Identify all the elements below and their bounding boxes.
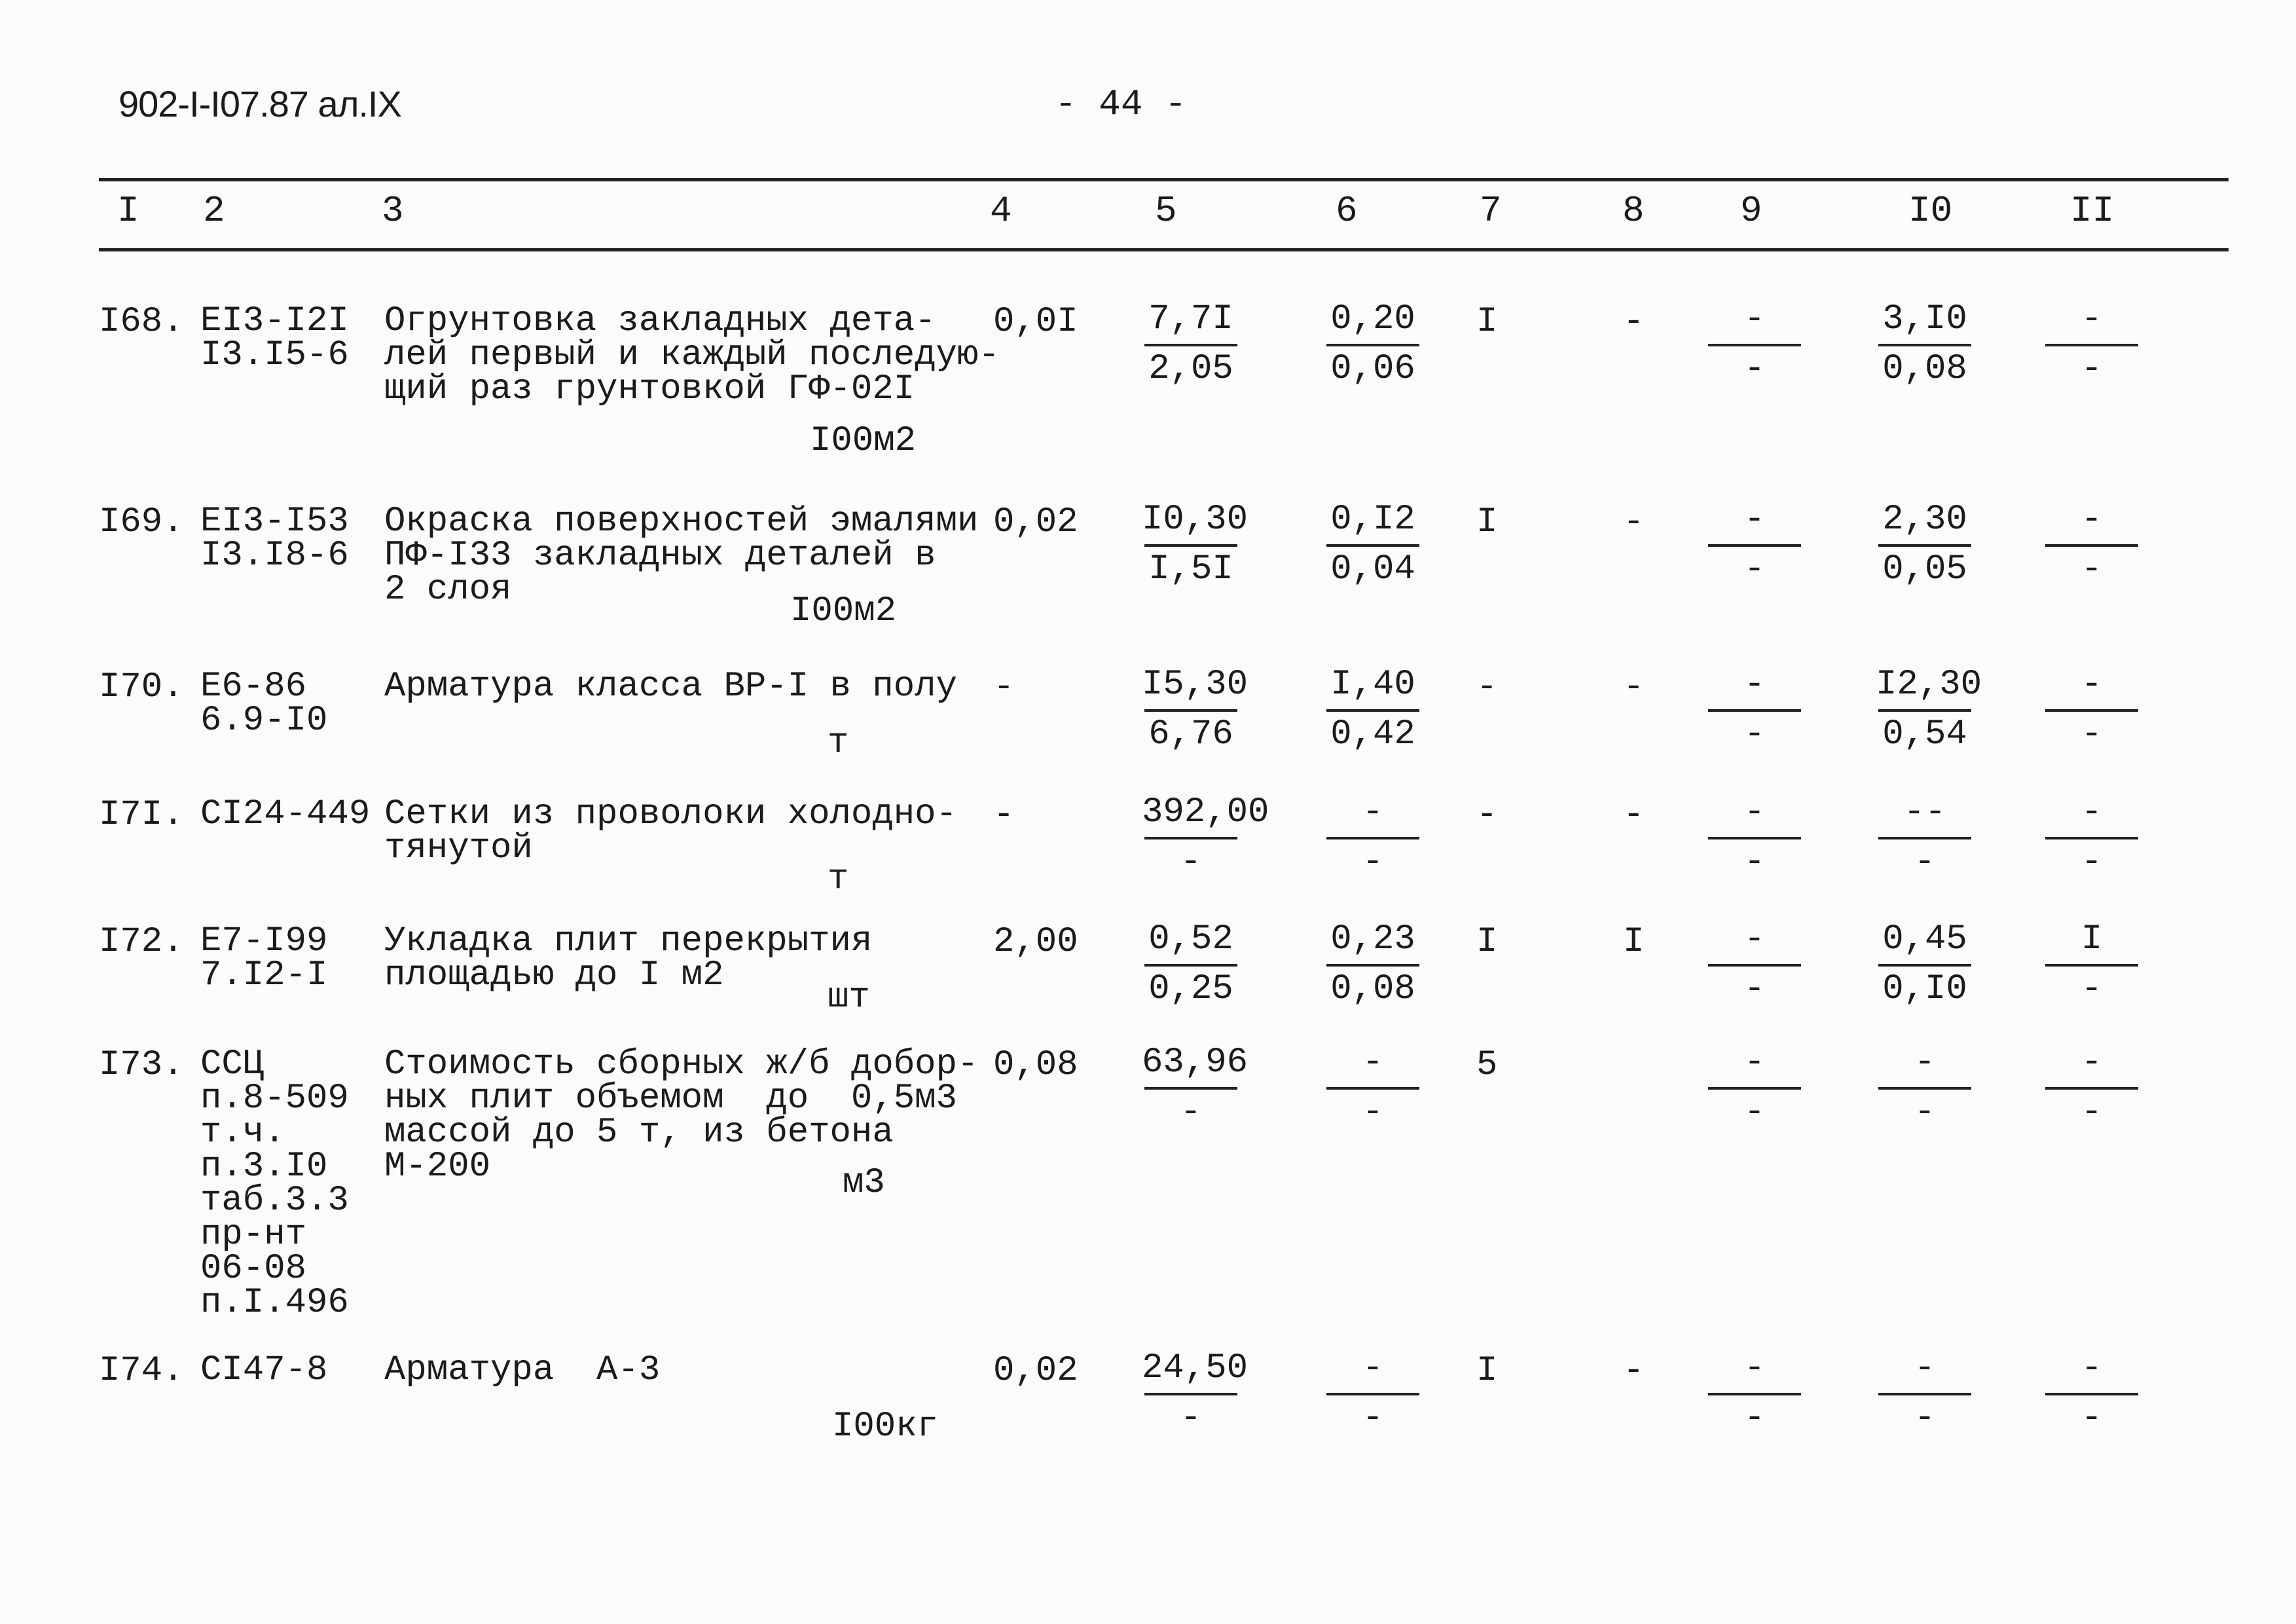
row-description-line: Огрунтовка закладных дета- [384,301,936,341]
col11-value-top: - [2081,299,2103,339]
col9-value [1705,665,1804,769]
col7-value: I [1476,502,1498,542]
cost-col5-rule [1144,1087,1237,1090]
cost-col5-top: I0,30 [1142,500,1248,540]
col10-value-top: - [1914,1043,1936,1082]
cost-col5-top: 392,00 [1142,792,1269,832]
row-description [384,1350,661,1390]
col9-value [1705,792,1804,897]
col7-value: - [1476,795,1498,835]
col11-value-rule [2045,709,2138,712]
cost-col5-rule [1144,344,1237,346]
col11-value [2043,1043,2141,1147]
col9-value-bottom: - [1743,549,1766,589]
col10-value [1876,1348,1974,1453]
column-header-8: 8 [1622,190,1645,232]
col8-value: - [1623,502,1645,542]
cost-col6-bottom: 0,42 [1330,714,1415,754]
row-description [384,794,957,868]
cost-col5-bottom: 6,76 [1148,714,1233,754]
column-header-7: 7 [1480,190,1502,232]
cost-col6-bottom: 0,06 [1330,349,1415,389]
col9-value-rule [1708,544,1801,547]
col11-value-top: - [2081,1043,2103,1082]
col11-value-rule [2045,344,2138,346]
col9-value-top: - [1743,1043,1766,1082]
col9-value [1705,919,1804,1024]
cost-col5-rule [1144,964,1237,967]
col9-value [1705,299,1804,404]
col11-value-bottom: - [2081,1092,2103,1132]
col9-value-top: - [1743,665,1766,705]
col11-value-bottom: - [2081,842,2103,882]
cost-col5-rule [1144,544,1237,547]
row-description-line: Стоимость сборных ж/б добор- [384,1044,979,1084]
col9-value-top: - [1743,1348,1766,1388]
column-header-6: 6 [1336,190,1358,232]
col10-value-rule [1878,964,1971,967]
col11-value [2043,919,2141,1024]
row-description-line: Окраска поверхностей эмалями [384,502,979,542]
cost-col6-bottom: 0,04 [1330,549,1415,589]
col11-value-rule [2045,837,2138,840]
page-number: - 44 - [1055,83,1187,125]
col11-value-bottom: - [2081,549,2103,589]
row-code-line: пр-нт [200,1215,307,1255]
cost-col6-top: 0,20 [1330,299,1415,339]
col10-value-bottom: 0,05 [1882,549,1967,589]
col9-value-rule [1708,837,1801,840]
col11-value-bottom: - [2081,969,2103,1009]
col9-value-rule [1708,1087,1801,1090]
row-code-line: E7-I99 [200,921,328,961]
col7-value: I [1476,302,1498,342]
cost-col5-top: 24,50 [1142,1348,1248,1388]
row-unit: I00м2 [810,421,917,461]
row-description-line: массой до 5 т, из бетона [384,1113,894,1153]
cost-col6-bottom: 0,08 [1330,969,1415,1009]
col9-value [1705,1043,1804,1147]
cost-col5-bottom: - [1180,1092,1202,1132]
row-code-line: EI3-I53 [200,502,349,542]
row-code [200,1350,328,1390]
row-description-line: щий раз грунтовкой ГФ-02I [384,369,915,409]
col11-value-rule [2045,1393,2138,1395]
row-code-line: EI3-I2I [200,301,349,341]
cost-col6-top: - [1362,1043,1384,1082]
column-header-1: I [117,190,139,232]
col10-value [1876,1043,1974,1147]
row-number: I69. [99,502,184,542]
row-number: I7I. [99,795,184,835]
col7-value: I [1476,1351,1498,1391]
col10-value-rule [1878,1393,1971,1395]
col10-value-rule [1878,344,1971,346]
cost-col6 [1324,919,1422,1024]
column-header-9: 9 [1740,190,1762,232]
row-number: I74. [99,1351,184,1391]
col9-value-top: - [1743,500,1766,540]
row-code-line: E6-86 [200,667,307,707]
cost-col6-rule [1326,709,1419,712]
col8-value: - [1623,302,1645,342]
col11-value-bottom: - [2081,349,2103,389]
col10-value-rule [1878,837,1971,840]
col11-value [2043,500,2141,604]
row-description [384,921,873,995]
col11-value-top: - [2081,665,2103,705]
row-unit: I00м2 [790,591,897,631]
col8-value: - [1623,667,1645,707]
cost-col5-bottom: 2,05 [1148,349,1233,389]
cost-col6-top: - [1362,792,1384,832]
col11-value-bottom: - [2081,714,2103,754]
row-code-line: таб.3.3 [200,1181,349,1221]
cost-col5-bottom: I,5I [1148,549,1233,589]
row-description [384,667,957,707]
cost-col6-bottom: - [1362,842,1384,882]
col7-value: I [1476,922,1498,962]
col10-value-top: 2,30 [1882,500,1967,540]
col9-value-rule [1708,964,1801,967]
row-description-line: площадью до I м2 [384,955,724,995]
col10-value-bottom: 0,54 [1882,714,1967,754]
row-description [384,1044,979,1187]
cost-col5-bottom: - [1180,1398,1202,1438]
col11-value [2043,299,2141,404]
cost-col6-top: I,40 [1330,665,1415,705]
col10-value-top: 0,45 [1882,919,1967,959]
col10-value-rule [1878,709,1971,712]
column-header-5: 5 [1155,190,1177,232]
row-code [200,667,328,741]
cost-col5 [1142,665,1248,769]
cost-col6-rule [1326,1087,1419,1090]
cost-col6 [1324,665,1422,769]
cost-col5-bottom: 0,25 [1148,969,1233,1009]
row-number: I68. [99,302,184,342]
col11-value [2043,792,2141,897]
col11-value [2043,1348,2141,1453]
row-number: I72. [99,922,184,962]
row-quantity: 2,00 [993,922,1078,962]
column-header-11: II [2070,190,2115,232]
column-header-2: 2 [203,190,225,232]
cost-col5-bottom: - [1180,842,1202,882]
col11-value-top: - [2081,1348,2103,1388]
col9-value-rule [1708,1393,1801,1395]
cost-col6-rule [1326,1393,1419,1395]
col9-value-top: - [1743,919,1766,959]
col9-value-rule [1708,709,1801,712]
col9-value-bottom: - [1743,714,1766,754]
row-code-line: 7.I2-I [200,955,328,995]
col10-value-top: - [1914,1348,1936,1388]
cost-col6-top: 0,23 [1330,919,1415,959]
col9-value-bottom: - [1743,842,1766,882]
col9-value-top: - [1743,792,1766,832]
row-description-line: тянутой [384,828,533,868]
row-code-line: CI47-8 [200,1350,328,1390]
col9-value-bottom: - [1743,1092,1766,1132]
row-code-line: п.3.I0 [200,1147,328,1187]
col9-value-top: - [1743,299,1766,339]
row-description-line: М-200 [384,1147,491,1187]
cost-col6-rule [1326,964,1419,967]
cost-col5 [1142,919,1240,1024]
col10-value-bottom: - [1914,842,1936,882]
table-header-rule [99,248,2229,251]
cost-col6-bottom: - [1362,1398,1384,1438]
col11-value-rule [2045,1087,2138,1090]
row-quantity: 0,08 [993,1045,1078,1085]
row-code-line: т.ч. [200,1113,285,1153]
cost-col5-top: 63,96 [1142,1043,1248,1082]
row-code-line: ССЦ [200,1044,264,1084]
cost-col5-top: 7,7I [1148,299,1233,339]
col10-value [1876,665,1982,769]
row-unit: т [828,723,849,763]
cost-col6 [1324,1348,1422,1453]
col10-value-rule [1878,544,1971,547]
row-unit: шт [828,978,870,1018]
cost-col6 [1324,299,1422,404]
col9-value [1705,1348,1804,1453]
col11-value-rule [2045,544,2138,547]
row-description-line: ПФ-I33 закладных деталей в [384,536,936,576]
col10-value-rule [1878,1087,1971,1090]
col10-value-bottom: 0,I0 [1882,969,1967,1009]
row-unit: I00кг [832,1407,939,1447]
row-code [200,502,349,576]
document-code: 902-I-I07.87 ал.IX [118,83,401,124]
row-unit: м3 [843,1163,885,1203]
table-column-header [0,178,2296,250]
row-code [200,794,371,834]
row-description [384,301,1000,409]
col7-value: - [1476,667,1498,707]
col10-value-top: -- [1903,792,1946,832]
col10-value [1876,500,1974,604]
row-description-line: 2 слоя [384,570,512,610]
row-code-line: 6.9-I0 [200,701,328,741]
cost-col5 [1142,792,1269,897]
col11-value-bottom: - [2081,1398,2103,1438]
cost-col6 [1324,500,1422,604]
col9-value-bottom: - [1743,969,1766,1009]
col8-value: I [1623,922,1645,962]
row-number: I70. [99,667,184,707]
cost-col5 [1142,500,1248,604]
row-unit: т [828,859,849,899]
col11-value-top: I [2081,919,2103,959]
row-code-line: I3.I8-6 [200,536,349,576]
cost-col6-bottom: - [1362,1092,1384,1132]
cost-col5-top: I5,30 [1142,665,1248,705]
row-number: I73. [99,1045,184,1085]
cost-col5-top: 0,52 [1148,919,1233,959]
col10-value-top: I2,30 [1876,665,1982,705]
col8-value: - [1623,1351,1645,1391]
row-description-line: Арматура класса ВР-I в полу [384,667,957,707]
column-header-10: I0 [1908,190,1953,232]
col10-value-top: 3,I0 [1882,299,1967,339]
col10-value-bottom: - [1914,1398,1936,1438]
cost-col5 [1142,1043,1248,1147]
row-quantity: - [993,667,1015,707]
col10-value [1876,299,1974,404]
row-quantity: 0,02 [993,1351,1078,1391]
col9-value-bottom: - [1743,349,1766,389]
row-code-line: I3.I5-6 [200,335,349,375]
cost-col5 [1142,299,1240,404]
cost-col6-top: 0,I2 [1330,500,1415,540]
row-description-line: Арматура А-3 [384,1350,661,1390]
col8-value: - [1623,795,1645,835]
row-code-line: 06-08 [200,1249,307,1289]
row-description-line: Сетки из проволоки холодно- [384,794,957,834]
row-code [200,921,328,995]
row-code [200,301,349,375]
row-description-line: Укладка плит перекрытия [384,921,873,961]
cost-col5-rule [1144,837,1237,840]
row-code [200,1044,349,1323]
col10-value [1876,792,1974,897]
row-code-line: CI24-449 [200,794,371,834]
row-quantity: 0,02 [993,502,1078,542]
col10-value [1876,919,1974,1024]
cost-col6-top: - [1362,1348,1384,1388]
col11-value-top: - [2081,500,2103,540]
col7-value: 5 [1476,1045,1498,1085]
col9-value-rule [1708,344,1801,346]
cost-col5-rule [1144,1393,1237,1395]
col9-value [1705,500,1804,604]
cost-col6-rule [1326,544,1419,547]
cost-col6-rule [1326,837,1419,840]
column-header-4: 4 [990,190,1012,232]
row-description-line: лей первый и каждый последую- [384,335,1000,375]
col10-value-bottom: 0,08 [1882,349,1967,389]
cost-col6 [1324,1043,1422,1147]
cost-col5 [1142,1348,1248,1453]
row-code-line: п.I.496 [200,1283,349,1323]
cost-col6-rule [1326,344,1419,346]
col10-value-bottom: - [1914,1092,1936,1132]
row-code-line: п.8-509 [200,1079,349,1118]
cost-col5-rule [1144,709,1237,712]
cost-col6 [1324,792,1422,897]
col11-value-rule [2045,964,2138,967]
row-description-line: ных плит объемом до 0,5м3 [384,1079,957,1118]
col11-value [2043,665,2141,769]
row-quantity: 0,0I [993,302,1078,342]
col9-value-bottom: - [1743,1398,1766,1438]
col11-value-top: - [2081,792,2103,832]
column-header-3: 3 [382,190,404,232]
row-quantity: - [993,795,1015,835]
